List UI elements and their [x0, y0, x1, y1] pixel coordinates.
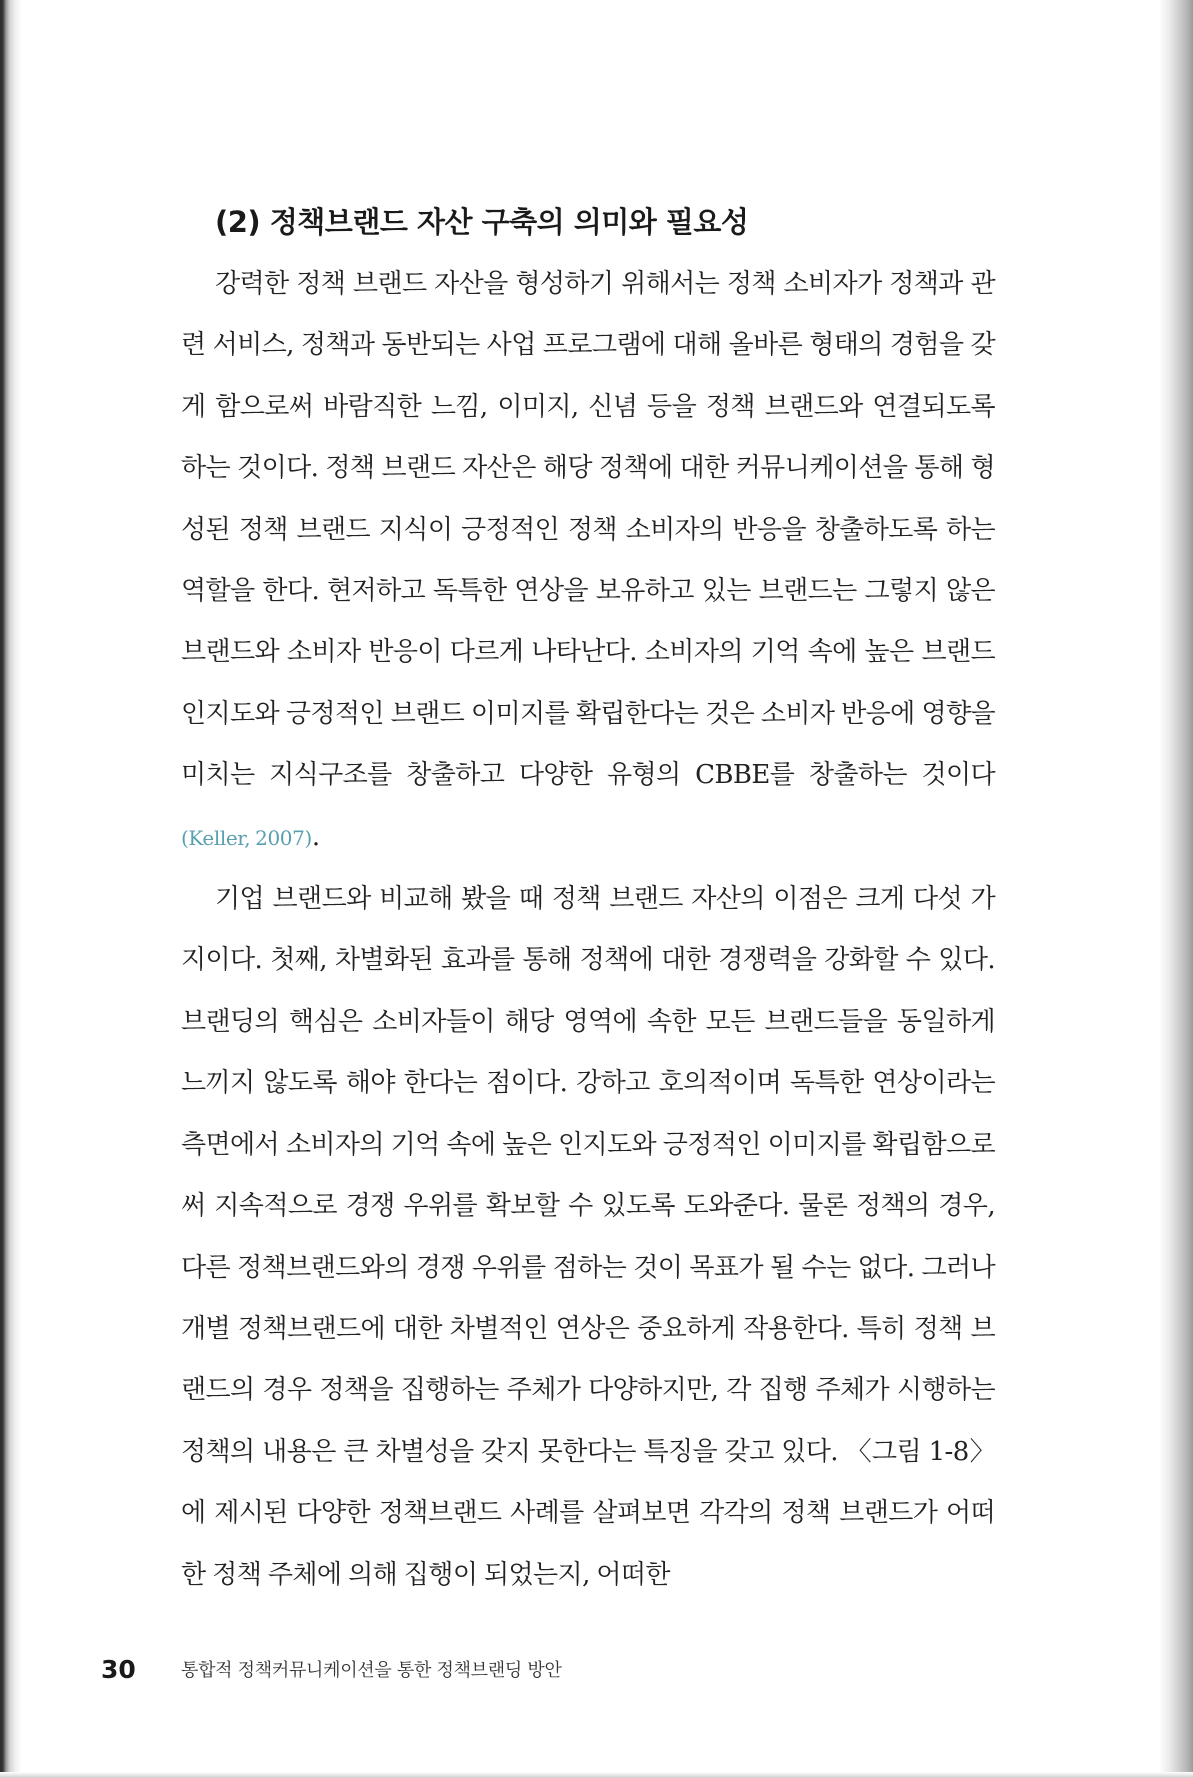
paragraph-2-text: 기업 브랜드와 비교해 봤을 때 정책 브랜드 자산의 이점은 크게 다섯 가지이다. 첫째, 차별화된 효과를 통해 정책에 대한 경쟁력을 강화할 수 있다. 브랜딩의 핵심은 소비자들이 해당 영역에 속한 모든 브랜드들을 동일하게 느끼지 않도록 해야 한다는 점이다. 강하고 호의적이며 독특한 연상이라는 측면에서 소비자의 기억 속에 높은 인지도와 긍정적인 이미지를 확립함으로써 지속적으로 경쟁 우위를 확보할 수 있도록 도와준다. 물론 정책의 경우, 다른 정책브랜드와의 경쟁 우위를 점하는 것이 목표가 될 수는 없다. 그러나 개별 정책브랜드에 대한 차별적인 연상은 중요하게 작용한다. 특히 정책 브랜드의 경우 정책을 집행하는 주체가 다양하지만, 각 집행 주체가 시행하는 정책의 내용은 큰 차별성을 갖지 못한다는 특징을 갖고 있다. 〈그림 1-8〉에 제시된 다양한 정책브랜드 사례를 살펴보면 각각의 정책 브랜드가 어떠한 정책 주체에 의해 집행이 되었는지, 어떠한	[181, 884, 995, 1590]
citation-keller-2007: (Keller, 2007)	[181, 825, 312, 850]
page-bottom-edge	[0, 1772, 1193, 1778]
paragraph-1-text: 강력한 정책 브랜드 자산을 형성하기 위해서는 정책 소비자가 정책과 관련 서비스, 정책과 동반되는 사업 프로그램에 대해 올바른 형태의 경험을 갖게 함으로써 바람직한 느낌, 이미지, 신념 등을 정책 브랜드와 연결되도록 하는 것이다. 정책 브랜드 자산은 해당 정책에 대한 커뮤니케이션을 통해 형성된 정책 브랜드 지식이 긍정적인 정책 소비자의 반응을 창출하도록 하는 역할을 한다. 현저하고 독특한 연상을 보유하고 있는 브랜드는 그렇지 않은 브랜드와 소비자 반응이 다르게 나타난다. 소비자의 기억 속에 높은 브랜드 인지도와 긍정적인 브랜드 이미지를 확립한다는 것은 소비자 반응에 영향을 미치는 지식구조를 창출하고 다양한 유형의 CBBE를 창출하는 것이다	[181, 269, 995, 791]
page-number: 30	[101, 1654, 136, 1684]
body-paragraph-1	[181, 254, 995, 869]
paragraph-1-end: .	[311, 821, 320, 852]
section-heading: (2) 정책브랜드 자산 구축의 의미와 필요성	[215, 205, 749, 239]
page-body	[181, 196, 995, 1606]
page-spine-shadow	[0, 0, 22, 1778]
running-title: 통합적 정책커뮤니케이션을 통한 정책브랜딩 방안	[181, 1660, 562, 1681]
page-edge-shadow	[1159, 0, 1193, 1778]
page-footer	[101, 1651, 562, 1687]
body-paragraph-2	[181, 869, 995, 1606]
